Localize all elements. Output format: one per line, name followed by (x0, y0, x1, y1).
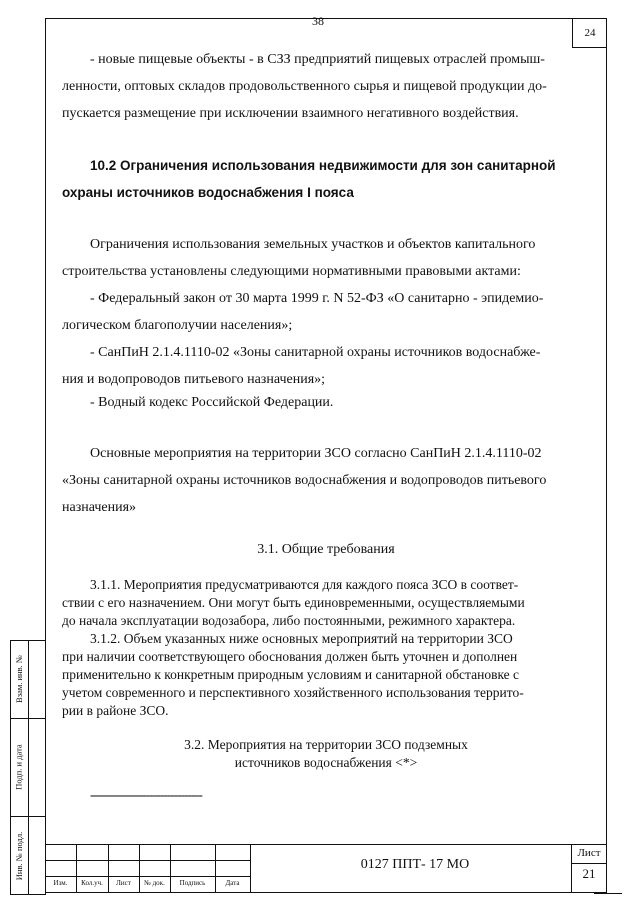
para2-line-4: логическом благополучии населения»; (62, 318, 293, 333)
para2-line-7: - Водный кодекс Российской Федерации. (90, 395, 334, 410)
section-31-line-3: до начала эксплуатации водозабора, либо постоянными, режимного характера. (62, 613, 516, 628)
title-block-col-rule-6 (250, 844, 251, 893)
section-31-line-2: ствии с его назначением. Они могут быть единовременными, осуществляемыми (62, 595, 525, 610)
para2-line-5: - СанПиН 2.1.4.1110-02 «Зоны санитарной охраны источников водоснабже- (90, 345, 541, 360)
section-heading-line-1: 10.2 Ограничения использования недвижимости для зон санитарной (90, 158, 556, 173)
section-31-line-4: 3.1.2. Объем указанных ниже основных мероприятий на территории ЗСО (90, 631, 513, 646)
title-block-col-count: Кол.уч. (81, 879, 103, 887)
section-heading-line-2: охраны источников водоснабжения I пояса (62, 185, 354, 200)
side-strip-divider (28, 640, 29, 895)
side-strip-label-2: Подп. и дата (14, 744, 25, 790)
para2-line-1: Ограничения использования земельных участков и объектов капитального (90, 237, 536, 252)
side-strip-label-1: Взам. инв. № (14, 655, 24, 703)
title-block-sheet-rule (571, 863, 607, 864)
para2-line-2: строительства установлены следующими нормативными правовыми актами: (62, 264, 521, 279)
para3-line-2: «Зоны санитарной охраны источников водоснабжения и водопроводов питьевого (62, 473, 547, 488)
corner-page-number: 24 (572, 18, 607, 48)
para2-line-6: ния и водопроводов питьевого назначения»; (62, 372, 326, 387)
section-31-line-8: рии в районе ЗСО. (62, 703, 169, 718)
title-block-col-date: Дата (225, 879, 240, 887)
para3-line-3: назначения» (62, 500, 137, 515)
para1-line-1: - новые пищевые объекты - в СЗЗ предприятий пищевых отраслей промыш- (90, 52, 545, 67)
title-block-col-doc: № док. (144, 879, 165, 887)
document-code: 0127 ППТ- 17 МО (360, 857, 470, 872)
para2-line-3: - Федеральный закон от 30 марта 1999 г. N 52-ФЗ «О санитарно - эпидемио- (90, 291, 544, 306)
section-31-line-1: 3.1.1. Мероприятия предусматриваются для каждого пояса ЗСО в соответ- (90, 577, 519, 592)
section-31-line-5: при наличии соответствующего обоснования должен быть уточнен и дополнен (62, 649, 518, 664)
para1-line-3: пускается размещение при исключении взаимного негативного воздействия. (62, 106, 519, 121)
sheet-label: Лист (577, 847, 601, 859)
title-block-top-rule (45, 844, 607, 845)
bottom-dash (594, 893, 622, 894)
footnote-rule: -------------------------------- (90, 787, 202, 802)
section-31-title: 3.1. Общие требования (257, 542, 395, 557)
title-block-col-change: Изм. (53, 879, 68, 887)
section-32-title-line-2: источников водоснабжения <*> (234, 755, 418, 770)
side-strip-label-3: Инв. № подл. (14, 831, 24, 880)
sheet-number: 21 (582, 866, 596, 881)
section-31-line-6: применительно к конкретным природным условиям и санитарной обстановке с (62, 667, 520, 682)
page-top-number: 38 (312, 14, 324, 28)
title-block-col-signature: Подпись (179, 879, 206, 887)
section-31-line-7: учетом современного и перспективного хозяйственного использования террито- (62, 685, 524, 700)
para3-line-1: Основные мероприятия на территории ЗСО согласно СанПиН 2.1.4.1110-02 (90, 446, 542, 461)
para1-line-2: ленности, оптовых складов продовольственного сырья и пищевой продукции до- (62, 79, 547, 94)
title-block-col-sheet: Лист (116, 879, 131, 887)
section-32-title-line-1: 3.2. Мероприятия на территории ЗСО подземных (184, 737, 468, 752)
